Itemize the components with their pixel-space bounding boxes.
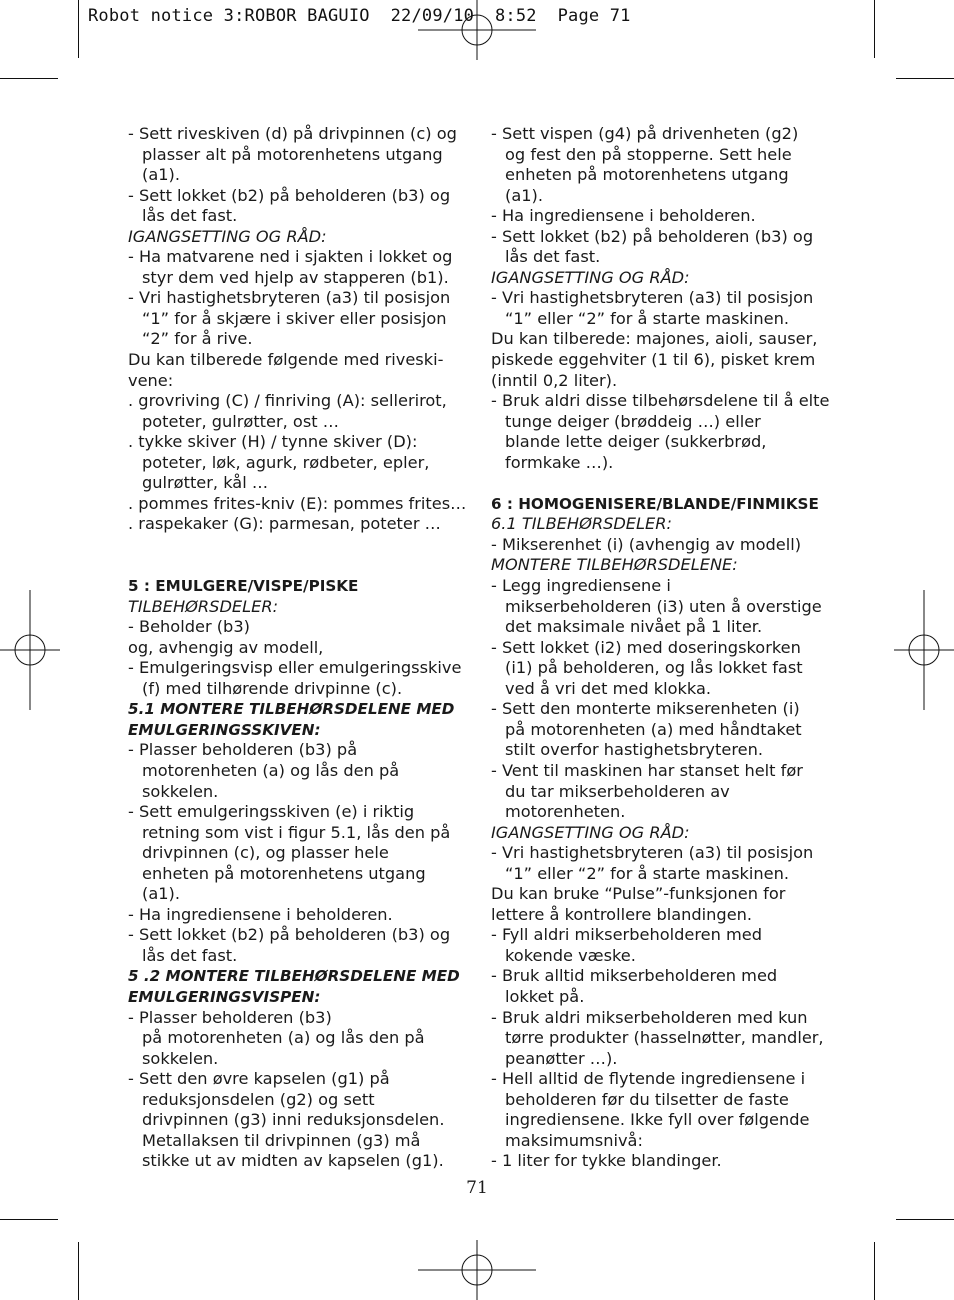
text-line: lokket på. xyxy=(505,986,585,1006)
text-line: ved å vri det med klokka. xyxy=(505,678,712,698)
subsection-heading: EMULGERINGSVISPEN: xyxy=(128,987,321,1006)
subsection-heading: 5 .2 MONTERE TILBEHØRSDELENE MED xyxy=(128,967,460,986)
italic-heading: IGANGSETTING OG RÅD: xyxy=(491,267,690,287)
text-line: - Fyll aldri mikserbeholderen med xyxy=(491,925,763,945)
text-line: styr dem ved hjelp av stapperen (b1). xyxy=(142,267,449,287)
registration-mark-top xyxy=(418,0,536,60)
crop-mark xyxy=(874,0,875,58)
text-line: “1” eller “2” for å starte maskinen. xyxy=(505,308,790,328)
text-line: sokkelen. xyxy=(142,1048,219,1068)
print-header: Robot notice 3:ROBOR BAGUIO 22/09/10 8:52 Page 71 xyxy=(88,6,631,26)
text-line: - Hell alltid de flytende ingrediensene i xyxy=(491,1069,806,1089)
text-line: tunge deiger (brøddeig …) eller xyxy=(505,411,761,431)
text-line: mikserbeholderen (i3) uten å overstige xyxy=(505,596,822,616)
text-line: stilt overfor hastighetsbryteren. xyxy=(505,740,763,760)
subsection-heading: 5.1 MONTERE TILBEHØRSDELENE MED xyxy=(128,700,455,719)
text-line: lås det fast. xyxy=(142,945,238,965)
text-line: - Sett den øvre kapselen (g1) på xyxy=(128,1069,390,1089)
italic-heading: MONTERE TILBEHØRSDELENE: xyxy=(491,555,738,575)
text-line: - Sett lokket (i2) med doseringskorken xyxy=(491,637,801,657)
text-line: enheten på motorenhetens utgang xyxy=(505,165,789,185)
text-line: det maksimale nivået på 1 liter. xyxy=(505,617,763,637)
text-line: . pommes frites-kniv (E): pommes frites… xyxy=(128,493,467,513)
crop-mark xyxy=(78,0,79,58)
text-line: lettere å kontrollere blandingen. xyxy=(491,904,753,924)
right-column xyxy=(491,124,831,1172)
text-line: - Sett den monterte mikserenheten (i) xyxy=(491,699,800,719)
text-line: lås det fast. xyxy=(142,206,238,226)
text-line: maksimumsnivå: xyxy=(505,1130,643,1150)
text-line: formkake …). xyxy=(505,452,614,472)
text-line: “2” for å rive. xyxy=(142,329,253,349)
crop-mark xyxy=(0,78,58,79)
text-line: poteter, gulrøtter, ost … xyxy=(142,411,339,431)
page-number: 71 xyxy=(466,1178,488,1198)
blank-line xyxy=(128,535,468,556)
italic-heading: IGANGSETTING OG RÅD: xyxy=(128,226,327,246)
text-line: på motorenheten (a) med håndtaket xyxy=(505,719,802,739)
text-line: - Sett lokket (b2) på beholderen (b3) og xyxy=(128,185,451,205)
text-line: på motorenheten (a) og lås den på xyxy=(142,1028,425,1048)
text-line: - Beholder (b3) xyxy=(128,617,250,637)
text-line: - Bruk aldri disse tilbehørsdelene til å elte xyxy=(491,391,830,411)
text-line: Du kan tilberede: majones, aioli, sauser, xyxy=(491,329,818,349)
text-line: peanøtter …). xyxy=(505,1048,618,1068)
text-line: kokende væske. xyxy=(505,945,636,965)
text-line: - Bruk aldri mikserbeholderen med kun xyxy=(491,1007,808,1027)
text-line: - Legg ingrediensene i xyxy=(491,576,671,596)
text-line: lås det fast. xyxy=(505,247,601,267)
text-line: motorenheten (a) og lås den på xyxy=(142,760,400,780)
text-line: (a1). xyxy=(142,165,180,185)
blank-line xyxy=(128,555,468,576)
text-line: - Vent til maskinen har stanset helt før xyxy=(491,760,803,780)
text-line: - Sett lokket (b2) på beholderen (b3) og xyxy=(491,226,814,246)
text-line: tørre produkter (hasselnøtter, mandler, xyxy=(505,1028,824,1048)
text-line: beholderen før du tilsetter de faste xyxy=(505,1089,789,1109)
text-line: Metallaksen til drivpinnen (g3) må xyxy=(142,1130,421,1150)
crop-mark xyxy=(0,1219,58,1220)
crop-mark xyxy=(896,1219,954,1220)
text-line: Du kan tilberede følgende med riveski- xyxy=(128,350,444,370)
text-line: vene: xyxy=(128,370,174,390)
text-line: . grovriving (C) / finriving (A): sellerirot, xyxy=(128,391,447,411)
text-line: drivpinnen (g3) inni reduksjonsdelen. xyxy=(142,1110,445,1130)
text-line: - Ha matvarene ned i sjakten i lokket og xyxy=(128,247,453,267)
text-line: - 1 liter for tykke blandinger. xyxy=(491,1151,722,1171)
subsection-heading: EMULGERINGSSKIVEN: xyxy=(128,720,321,739)
text-line: . raspekaker (G): parmesan, poteter … xyxy=(128,514,441,534)
text-line: Du kan bruke “Pulse”-funksjonen for xyxy=(491,884,786,904)
text-line: . tykke skiver (H) / tynne skiver (D): xyxy=(128,432,418,452)
text-line: du tar mikserbeholderen av xyxy=(505,781,730,801)
text-line: - Vri hastighetsbryteren (a3) til posisjon xyxy=(491,843,814,863)
text-line: retning som vist i figur 5.1, lås den på xyxy=(142,822,451,842)
text-line: enheten på motorenhetens utgang xyxy=(142,863,426,883)
text-line: - Ha ingrediensene i beholderen. xyxy=(128,904,393,924)
registration-mark-bottom xyxy=(418,1240,536,1300)
italic-heading: TILBEHØRSDELER: xyxy=(128,596,279,616)
text-line: blande lette deiger (sukkerbrød, xyxy=(505,432,767,452)
text-line: reduksjonsdelen (g2) og sett xyxy=(142,1089,375,1109)
text-line: (a1). xyxy=(505,185,543,205)
section-heading: 6 : HOMOGENISERE/BLANDE/FINMIKSE xyxy=(491,494,819,513)
text-line: drivpinnen (c), og plasser hele xyxy=(142,843,389,863)
text-line: “1” for å skjære i skiver eller posisjon xyxy=(142,308,447,328)
text-line: plasser alt på motorenhetens utgang xyxy=(142,144,443,164)
text-line: gulrøtter, kål … xyxy=(142,473,269,493)
text-line: poteter, løk, agurk, rødbeter, epler, xyxy=(142,452,430,472)
text-line: - Mikserenhet (i) (avhengig av modell) xyxy=(491,534,802,554)
text-line: stikke ut av midten av kapselen (g1). xyxy=(142,1151,444,1171)
text-line: - Bruk alltid mikserbeholderen med xyxy=(491,966,778,986)
text-line: - Sett lokket (b2) på beholderen (b3) og xyxy=(128,925,451,945)
text-line: motorenheten. xyxy=(505,802,626,822)
text-line: - Sett riveskiven (d) på drivpinnen (c) og xyxy=(128,124,457,143)
crop-mark xyxy=(896,78,954,79)
registration-mark-right xyxy=(894,590,954,710)
registration-mark-left xyxy=(0,590,60,710)
crop-mark xyxy=(78,1242,79,1300)
text-line: - Plasser beholderen (b3) xyxy=(128,1007,332,1027)
section-heading: 5 : EMULGERE/VISPE/PISKE xyxy=(128,577,359,596)
crop-mark xyxy=(874,1242,875,1300)
text-line: - Emulgeringsvisp eller emulgeringsskive xyxy=(128,658,462,678)
text-line: (a1). xyxy=(142,884,180,904)
text-line: (inntil 0,2 liter). xyxy=(491,370,618,390)
blank-line xyxy=(491,473,831,494)
text-line: og fest den på stopperne. Sett hele xyxy=(505,144,792,164)
text-line: sokkelen. xyxy=(142,781,219,801)
text-line: - Vri hastighetsbryteren (a3) til posisjon xyxy=(491,288,814,308)
text-line: - Sett vispen (g4) på drivenheten (g2) xyxy=(491,124,799,143)
italic-heading: 6.1 TILBEHØRSDELER: xyxy=(491,514,672,534)
text-line: (i1) på beholderen, og lås lokket fast xyxy=(505,658,803,678)
text-line: “1” eller “2” for å starte maskinen. xyxy=(505,863,790,883)
text-line: piskede eggehviter (1 til 6), pisket krem xyxy=(491,350,816,370)
text-line: - Sett emulgeringsskiven (e) i riktig xyxy=(128,802,415,822)
text-line: og, avhengig av modell, xyxy=(128,637,324,657)
text-line: - Plasser beholderen (b3) på xyxy=(128,740,358,760)
text-line: - Ha ingrediensene i beholderen. xyxy=(491,206,756,226)
text-line: (f) med tilhørende drivpinne (c). xyxy=(142,678,403,698)
text-line: ingrediensene. Ikke fyll over følgende xyxy=(505,1110,810,1130)
left-column xyxy=(128,124,468,1172)
text-line: - Vri hastighetsbryteren (a3) til posisjon xyxy=(128,288,451,308)
italic-heading: IGANGSETTING OG RÅD: xyxy=(491,822,690,842)
